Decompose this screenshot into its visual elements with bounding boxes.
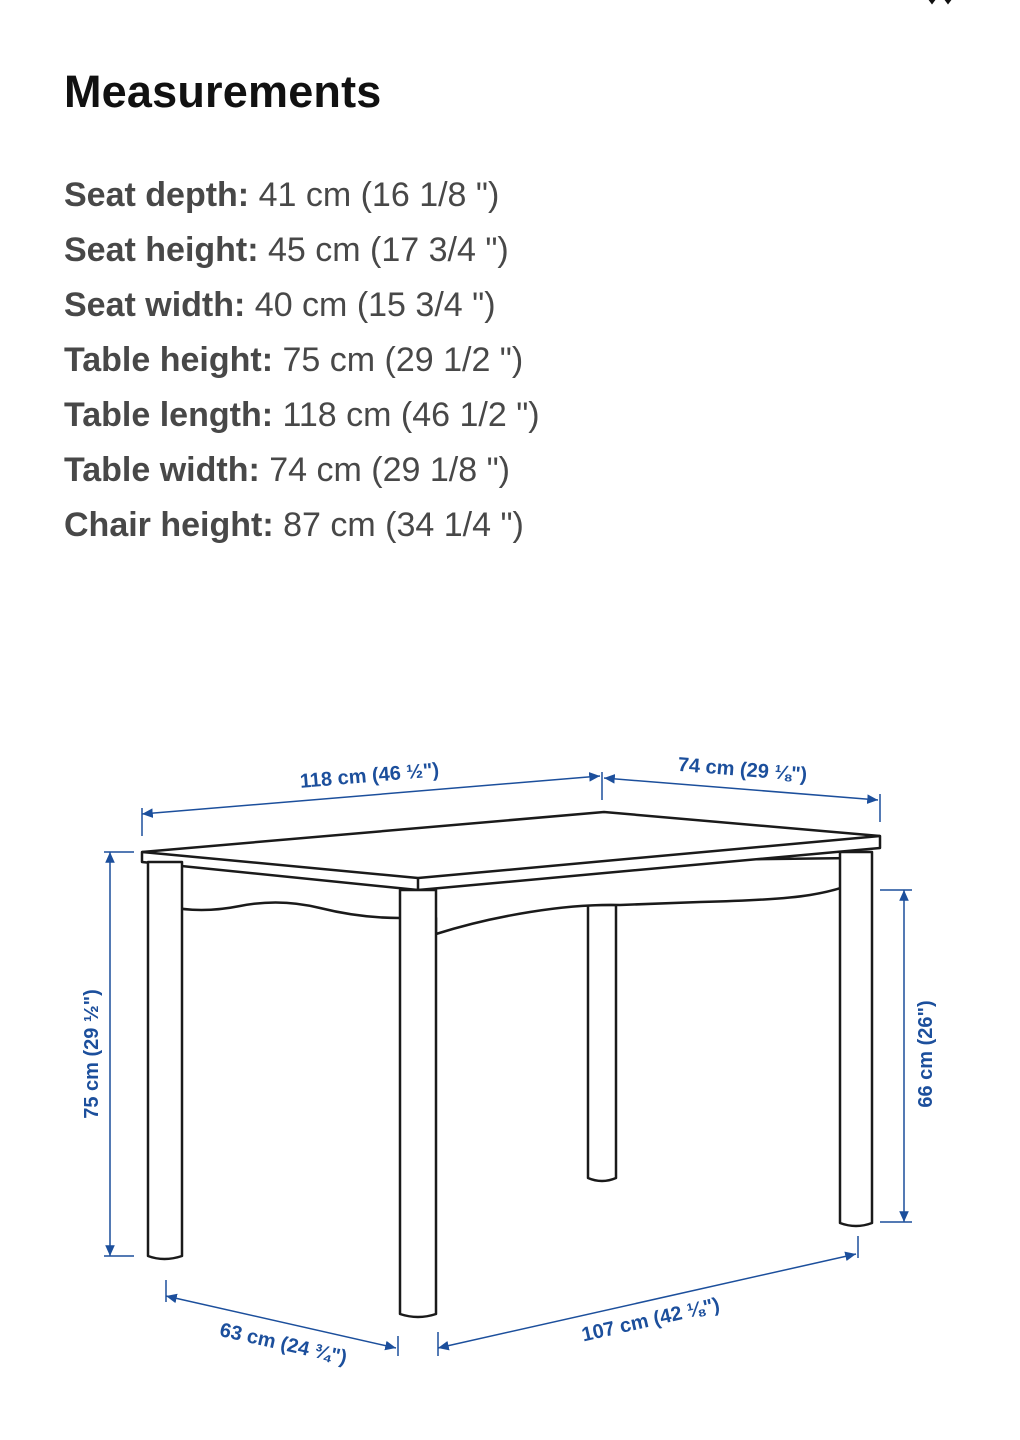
spec-chair-height bbox=[64, 502, 540, 557]
page-title: Measurements bbox=[64, 66, 382, 117]
spec-label: Table length: bbox=[64, 396, 274, 434]
spec-label: Seat width: bbox=[64, 286, 246, 324]
inner-length-label: 107 cm (42 ⅛") bbox=[579, 1293, 722, 1347]
spec-label: Seat height: bbox=[64, 231, 259, 269]
spec-value: 45 cm (17 3/4 ") bbox=[258, 231, 509, 269]
spec-value: 75 cm (29 1/2 ") bbox=[273, 341, 524, 379]
spec-value: 41 cm (16 1/8 ") bbox=[249, 176, 500, 214]
measurements-list bbox=[64, 172, 540, 557]
spec-seat-width bbox=[64, 282, 540, 337]
spec-value: 74 cm (29 1/8 ") bbox=[259, 451, 510, 489]
front-right-leg bbox=[400, 890, 436, 1317]
spec-seat-height bbox=[64, 227, 540, 282]
collapse-chevrons-icon[interactable] bbox=[920, 0, 960, 8]
width-label: 74 cm (29 ⅛") bbox=[677, 753, 808, 787]
spec-seat-depth bbox=[64, 172, 540, 227]
length-label: 118 cm (46 ½") bbox=[299, 759, 440, 793]
spec-label: Table height: bbox=[64, 341, 274, 379]
clearance-label: 66 cm (26") bbox=[915, 1000, 937, 1108]
table-outline bbox=[142, 812, 880, 1317]
inner-width-label: 63 cm (24 ¾") bbox=[217, 1319, 349, 1370]
spec-table-length bbox=[64, 392, 540, 447]
spec-label: Seat depth: bbox=[64, 176, 250, 214]
spec-value: 40 cm (15 3/4 ") bbox=[245, 286, 496, 324]
spec-value: 118 cm (46 1/2 ") bbox=[273, 396, 540, 434]
spec-table-width bbox=[64, 447, 540, 502]
back-right-leg bbox=[588, 905, 616, 1181]
spec-table-height bbox=[64, 337, 540, 392]
width-dimension-line bbox=[604, 778, 878, 800]
spec-value: 87 cm (34 1/4 ") bbox=[273, 506, 524, 544]
height-label: 75 cm (29 ½") bbox=[81, 989, 103, 1119]
back-left-leg bbox=[840, 852, 872, 1226]
inner-length-dimension-line bbox=[438, 1254, 856, 1348]
front-left-leg bbox=[148, 862, 182, 1259]
spec-label: Chair height: bbox=[64, 506, 274, 544]
spec-label: Table width: bbox=[64, 451, 260, 489]
table-dimensions-diagram bbox=[0, 700, 1020, 1400]
